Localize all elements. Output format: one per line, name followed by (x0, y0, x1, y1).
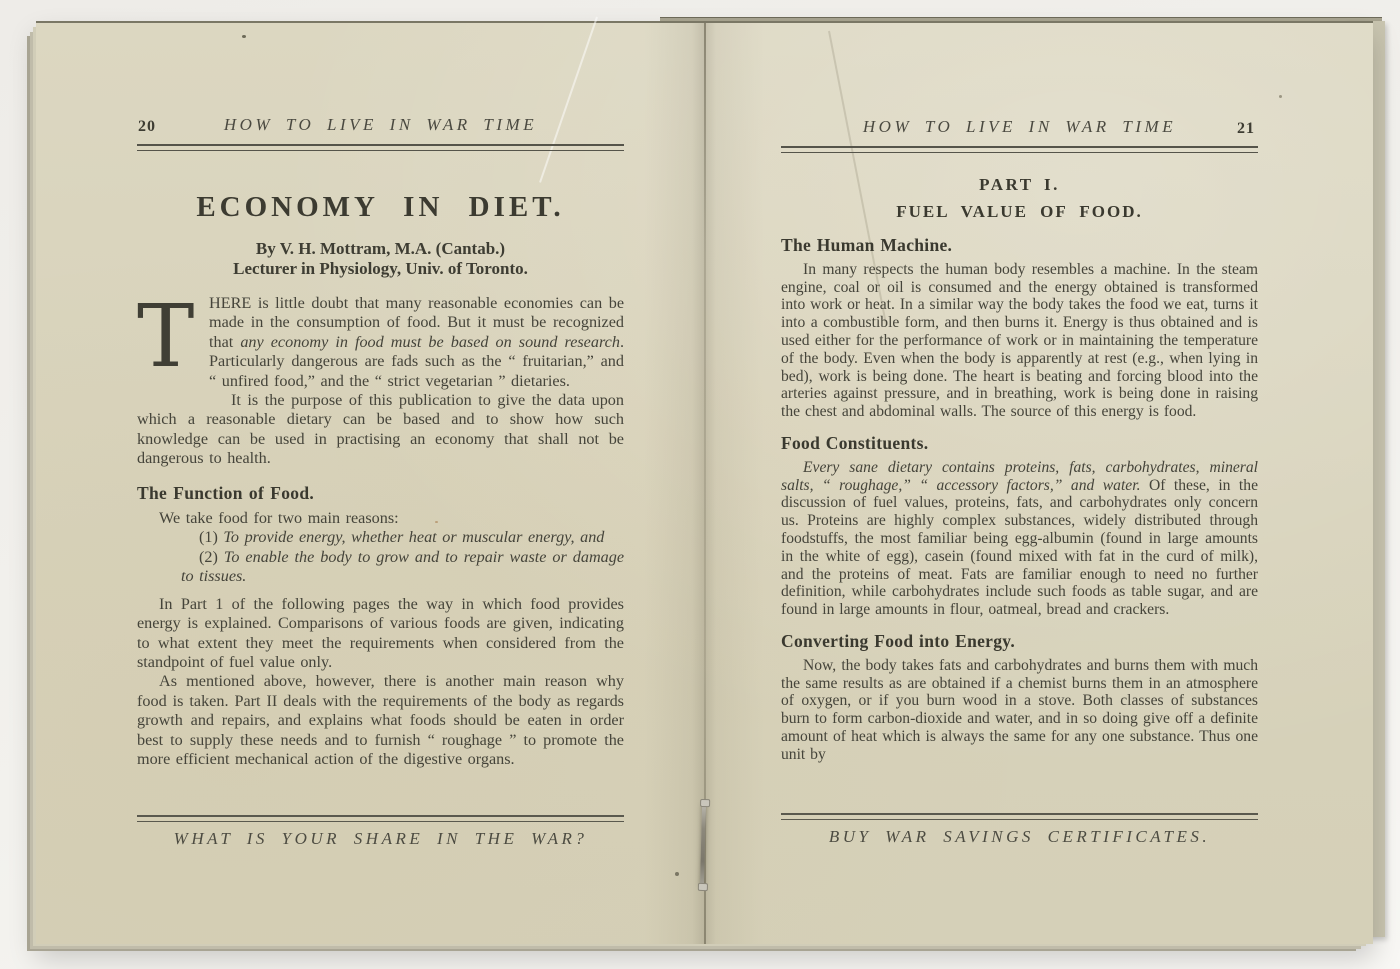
paragraph-part1: In Part 1 of the following pages the way in which food provides energy is explained. Comparisons of various foods are given, indicating to what extent they meet the requirements when considered from the standpoint of fuel value only. (137, 594, 624, 671)
page-right-footer (781, 813, 1258, 847)
paragraph-part2: As mentioned above, however, there is another main reason why food is taken. Part II deals with the requirements of the body as regards growth and repairs, and explains what foods should be eaten in order best to supply these needs and to furnish “ roughage ” to promote the more efficient mechanical action of the digestive organs. (137, 672, 624, 768)
paper-speck (675, 872, 679, 876)
page-number-right: 21 (1237, 120, 1255, 137)
byline-author: By V. H. Mottram, M.A. (Cantab.) (255, 239, 506, 258)
page-left (137, 115, 624, 769)
article-title: ECONOMY IN DIET. (196, 191, 565, 223)
footer-slogan-left: WHAT IS YOUR SHARE IN THE WAR? (173, 829, 588, 848)
page-left-header (137, 115, 624, 141)
header-rule-right (781, 146, 1258, 153)
running-title-left: HOW TO LIVE IN WAR TIME (223, 115, 538, 134)
paragraph-intro: THERE is little doubt that many reasonable economies can be made in the consumption of food. But it must be recognized that any economy in food must be based on sound research. Particularly dangerous are fads such as the “ fruitarian,” and “ unfired food,” and the “ strict vegetarian ” dietaries. (137, 294, 624, 391)
list-item-2: (2) To enable the body to grow and to repair waste or damage to tissues. (181, 547, 625, 586)
part-subheading: FUEL VALUE OF FOOD. (896, 202, 1143, 221)
section-heading-food-constituents: Food Constituents. (781, 432, 929, 453)
header-rule-left (137, 144, 624, 151)
section-heading-function-of-food: The Function of Food. (137, 482, 315, 503)
paper-speck (242, 35, 246, 38)
page-right (781, 117, 1258, 764)
page-left-body (137, 287, 625, 769)
drop-cap: T (137, 287, 195, 387)
page-number-left: 20 (138, 118, 156, 135)
booklet-open-spread (36, 21, 1373, 944)
paragraph-purpose: It is the purpose of this publication to give the data upon which a reasonable dietary can be based and to show how such knowledge can be used in practising an economy that shall not be dangerous to health. (137, 391, 624, 468)
paragraph-human-machine: In many respects the human body resembles a machine. In the steam engine, coal or oil is consumed and the energy obtained is transformed into work or heat. In a similar way the body takes the food we eat, turns it into a combustible form, and then burns it. Energy is thus obtained and is used either for the performance of work or in maintaining the temperature of the body. Even when the body is apparently at rest (e.g., when lying in bed), work is being done. The heart is beating and forcing blood into the arteries against pressure, and in breathing, work is being done in raising the chest and abdominal walls. The source of this energy is food. (781, 260, 1258, 421)
section-heading-human-machine: The Human Machine. (781, 235, 953, 255)
footer-rule-right (781, 813, 1258, 820)
byline-affiliation: Lecturer in Physiology, Univ. of Toronto. (233, 259, 528, 278)
page-right-body (781, 237, 1258, 764)
paper-speck (1279, 95, 1282, 98)
paragraph-food-constituents: Every sane dietary contains proteins, fats, carbohydrates, mineral salts, “ roughage,” “ accessory factors,” and water. Of these, in the discussion of fuel values, proteins, fats, and carbohydrates only concern us. Proteins are highly complex substances, widely distributed through foodstuffs, the most familiar being egg-albumin (found in large amounts in the white of egg), casein (found mixed with fat in the curd of milk), and the proteins of meat. Fats are familiar enough to need no further definition, while carbohydrates include such foods as table sugar, and are found in large amounts in flour, oatmeal, bread and crackers. (781, 458, 1258, 619)
page-right-header (781, 117, 1258, 143)
footer-rule-left (137, 815, 624, 822)
byline (137, 239, 624, 279)
paragraph-reasons-intro: We take food for two main reasons: (159, 509, 399, 528)
part-heading: PART I. (979, 175, 1060, 194)
section-heading-converting-food: Converting Food into Energy. (781, 630, 1016, 651)
running-title-right: HOW TO LIVE IN WAR TIME (862, 117, 1177, 136)
footer-slogan-right: BUY WAR SAVINGS CERTIFICATES. (828, 827, 1211, 846)
paragraph-converting-food: Now, the body takes fats and carbohydrates and burns them with much the same results as are obtained if a chemist burns them in an atmosphere of oxygen, or if you burn wood in a stove. Both classes of substances burn to form carbon-dioxide and water, and in so doing give off a definite amount of heat which is always the same for any one substance. Thus one unit by (781, 656, 1258, 763)
page-left-footer (137, 815, 624, 849)
list-item-1: (1) To provide energy, whether heat or muscular energy, and (199, 528, 605, 547)
